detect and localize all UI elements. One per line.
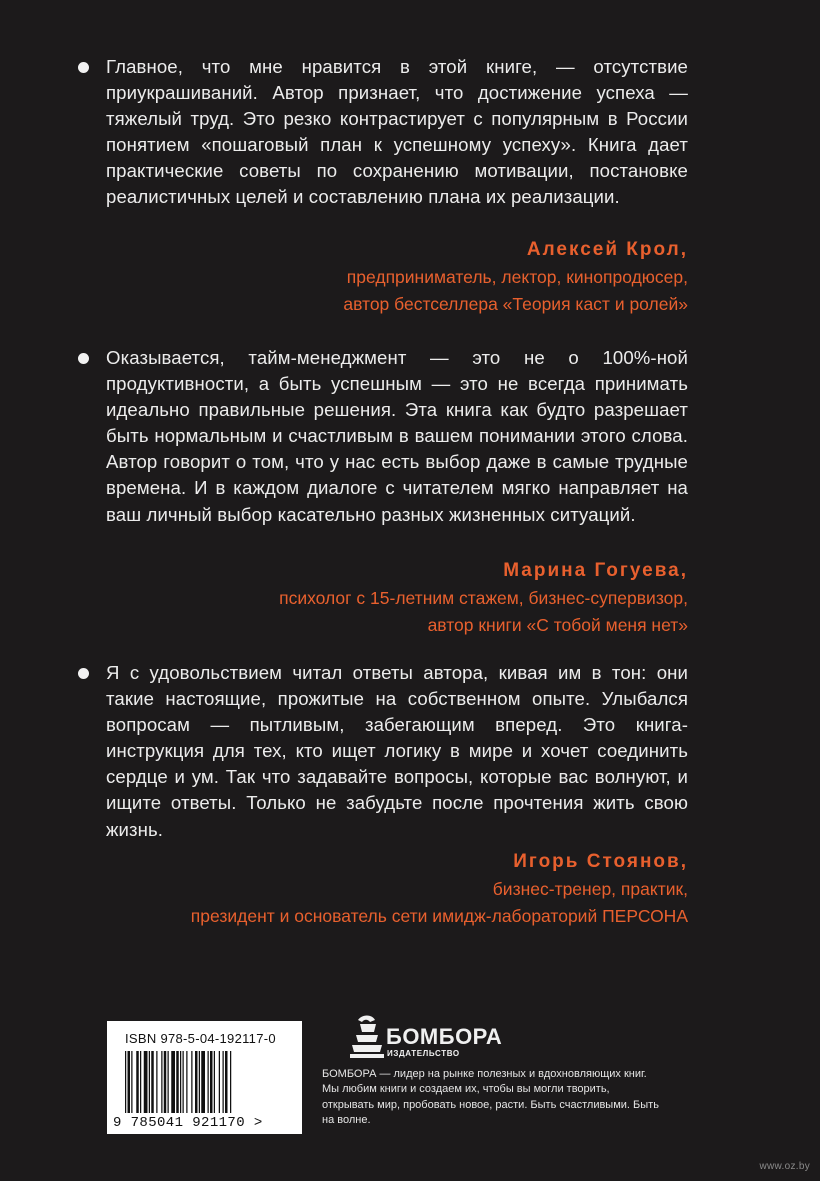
quote-text: Я с удовольствием читал ответы автора, кивая им в тон: они такие настоящие, прожитые на собственном опыте. Улыбался вопросам — пытливым, забегающим вперед. Это книга-инструкция для тех, кто ищет логику в мире и хочет соединить сердце и ум. Так что задавайте вопросы, которые вас волнуют, и ищите ответы. Только не забудьте после прочтения жить свою жизнь. bbox=[106, 662, 688, 840]
author-role-line: предприниматель, лектор, кинопродюсер, bbox=[346, 267, 688, 287]
bullet-icon bbox=[78, 62, 89, 73]
quote-block-2 bbox=[106, 345, 688, 528]
author-role-line: автор бестселлера «Теория каст и ролей» bbox=[343, 293, 688, 314]
author-role-line: президент и основатель сети имидж-лабораторий ПЕРСОНА bbox=[190, 905, 688, 926]
author-name: Алексей Крол, bbox=[526, 239, 688, 260]
bullet-icon bbox=[78, 668, 89, 679]
author-name: Марина Гогуева, bbox=[503, 560, 688, 581]
isbn-label: ISBN 978-5-04-192117-0 bbox=[125, 1031, 276, 1046]
watermark: www.oz.by bbox=[759, 1161, 810, 1172]
attribution-1 bbox=[343, 236, 688, 317]
quote-block-3 bbox=[106, 660, 688, 843]
logo-subtitle: ИЗДАТЕЛЬСТВО bbox=[387, 1049, 460, 1058]
attribution-2 bbox=[279, 557, 688, 638]
barcode bbox=[107, 1021, 302, 1134]
author-name: Игорь Стоянов, bbox=[513, 851, 688, 872]
quote-text: Оказывается, тайм-менеджмент — это не о 100%-ной продуктивности, а быть успешным — это не всегда принимать идеально правильные решения. Эта книга как будто разрешает быть нормальным и счастливым в вашем понимании этого слова. Автор говорит о том, что у нас есть выбор даже в самые трудные времена. И в каждом диалоге с читателем мягко направляет на ваш личный выбор касательно разных жизненных ситуаций. bbox=[106, 347, 688, 525]
logo-name: БОМБОРА bbox=[386, 1024, 503, 1049]
quote-text: Главное, что мне нравится в этой книге, — отсутствие приукрашиваний. Автор признает, что достижение успеха — тяжелый труд. Это резко контрастирует с популярным в России понятием «пошаговый план к успешному успеху». Книга дает практические советы по сохранению мотивации, постановке реалистичных целей и составлению плана их реализации. bbox=[106, 56, 688, 208]
bullet-icon bbox=[78, 353, 89, 364]
bombora-logo-icon bbox=[350, 1012, 384, 1060]
publisher-description: БОМБОРА — лидер на рынке полезных и вдохновляющих книг. Мы любим книги и создаем их, чтобы вы могли творить, открывать мир, пробовать новое, расти. Быть счастливыми. Быть на волне. bbox=[322, 1068, 659, 1127]
author-role-line: психолог с 15-летним стажем, бизнес-супервизор, bbox=[279, 588, 688, 608]
quote-block-1 bbox=[106, 54, 688, 211]
author-role-line: автор книги «С тобой меня нет» bbox=[427, 614, 688, 635]
barcode-digits: 9 785041 921170 > bbox=[113, 1115, 263, 1131]
author-role-line: бизнес-тренер, практик, bbox=[492, 879, 688, 899]
attribution-3 bbox=[191, 848, 688, 929]
